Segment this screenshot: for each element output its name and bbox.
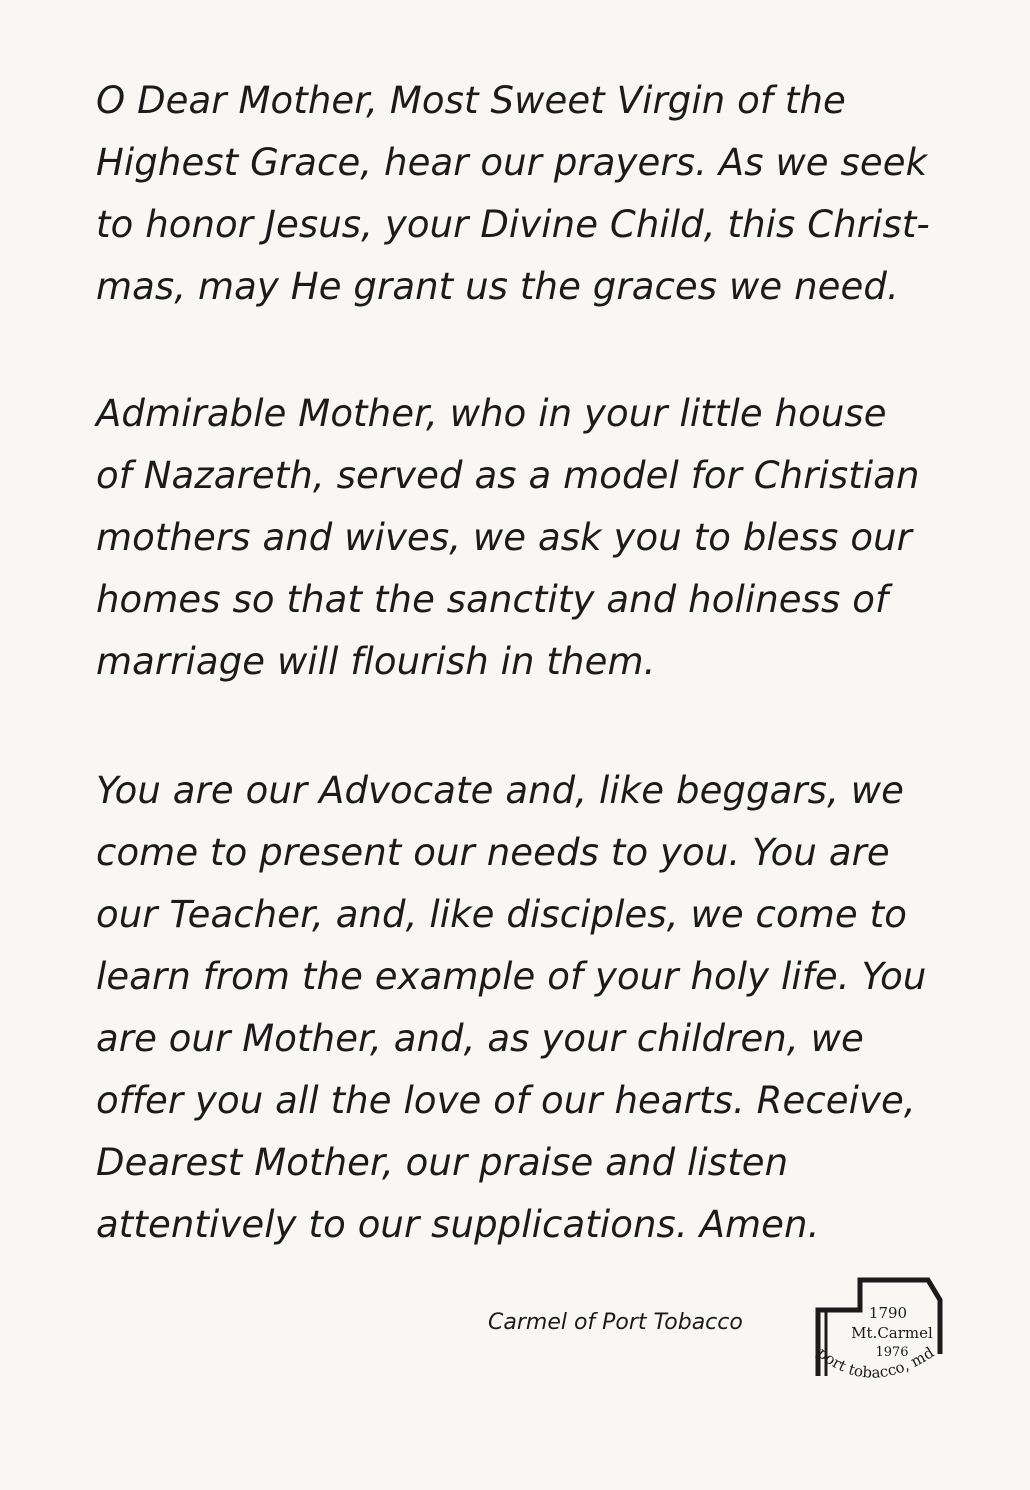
prayer-line: are our Mother, and, as your children, we [96, 1017, 864, 1060]
prayer-line: marriage will flourish in them. [96, 640, 656, 683]
carmel-seal-logo [800, 1258, 960, 1408]
prayer-line: come to present our needs to you. You are [96, 831, 890, 874]
prayer-line: offer you all the love of our hearts. Receive, [96, 1079, 916, 1122]
prayer-line: homes so that the sanctity and holiness of [96, 578, 889, 621]
prayer-line: learn from the example of your holy life. You [96, 955, 927, 998]
prayer-line: our Teacher, and, like disciples, we come to [96, 893, 907, 936]
prayer-line: to honor Jesus, your Divine Child, this Christ- [96, 203, 930, 246]
prayer-line: attentively to our supplications. Amen. [96, 1203, 820, 1246]
prayer-line: of Nazareth, served as a model for Christian [96, 454, 920, 497]
seal-name: Mt.Carmel [851, 1324, 933, 1342]
prayer-line: mas, may He grant us the graces we need. [96, 265, 899, 308]
seal-year-top: 1790 [868, 1304, 908, 1322]
prayer-paragraph-1 [96, 70, 956, 318]
prayer-line: Admirable Mother, who in your little house [96, 392, 887, 435]
seal-location-text: port tobacco, md [814, 1343, 938, 1382]
prayer-paragraph-2 [96, 383, 956, 693]
seal-house-icon [800, 1258, 960, 1408]
prayer-line: You are our Advocate and, like beggars, we [96, 769, 905, 812]
prayer-line: Dearest Mother, our praise and listen [96, 1141, 789, 1184]
prayer-line: mothers and wives, we ask you to bless our [96, 516, 912, 559]
seal-year-bottom: 1976 [875, 1345, 909, 1360]
signature: Carmel of Port Tobacco [488, 1310, 743, 1335]
prayer-paragraph-3 [96, 760, 956, 1256]
prayer-line: Highest Grace, hear our prayers. As we seek [96, 141, 928, 184]
prayer-line: O Dear Mother, Most Sweet Virgin of the [96, 79, 846, 122]
